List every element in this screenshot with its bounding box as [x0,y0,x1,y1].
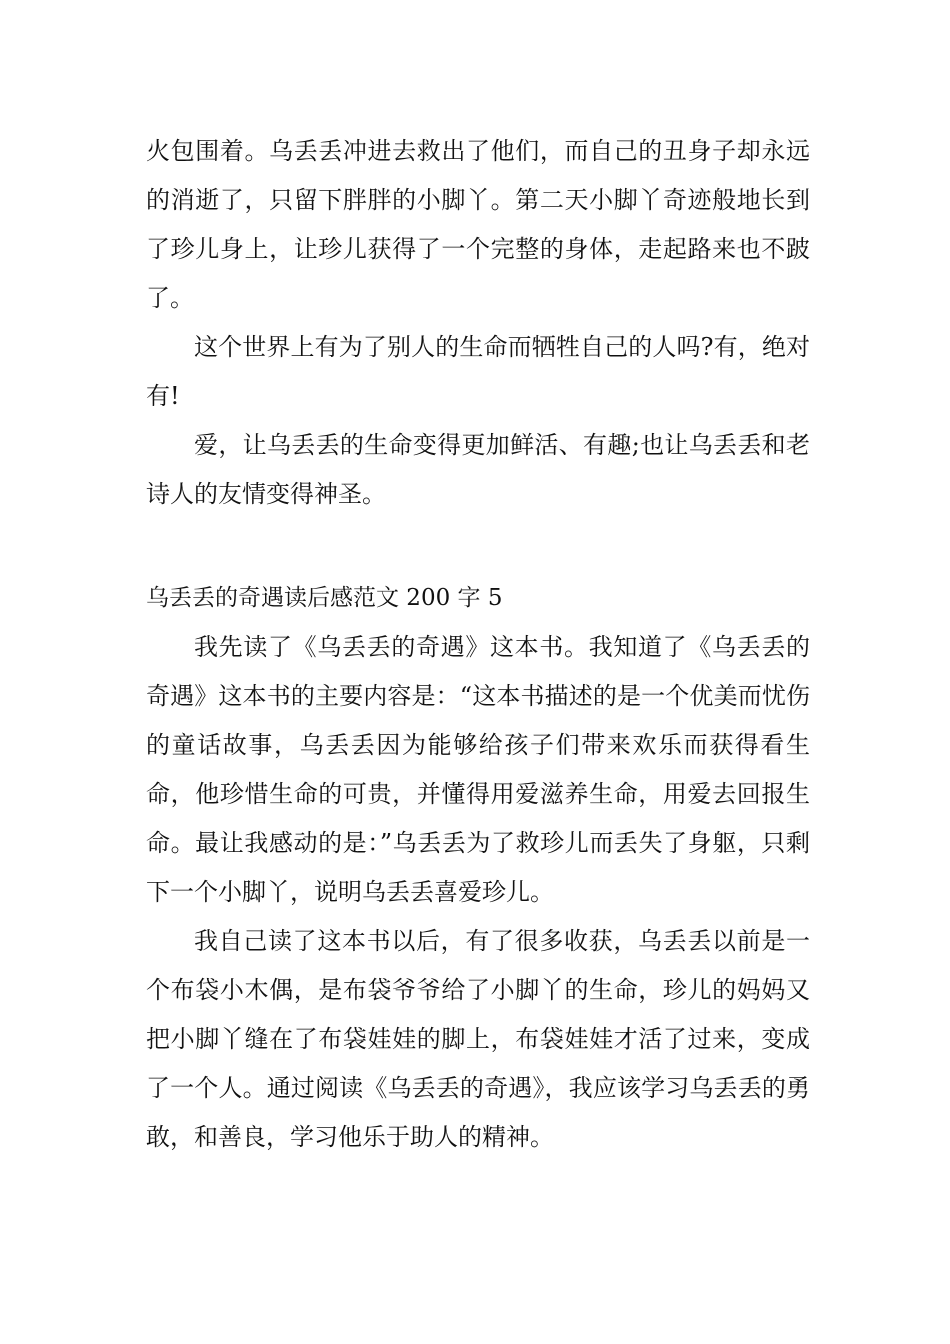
paragraph: 我自己读了这本书以后，有了很多收获，乌丢丢以前是一个布袋小木偶，是布袋爷爷给了小脚丫的生命，珍儿的妈妈又把小脚丫缝在了布袋娃娃的脚上，布袋娃娃才活了过来，变成了一个人。通过阅读《乌丢丢的奇遇》，我应该学习乌丢丢的勇敢，和善良，学习他乐于助人的精神。 [146,927,810,1151]
paragraph: 我先读了《乌丢丢的奇遇》这本书。我知道了《乌丢丢的奇遇》这本书的主要内容是：“这本书描述的是一个优美而忧伤的童话故事，乌丢丢因为能够给孩子们带来欢乐而获得看生命，他珍惜生命的可贵，并懂得用爱滋养生命，用爱去回报生命。最让我感动的是：”乌丢丢为了救珍儿而丢失了身躯，只剩下一个小脚丫，说明乌丢丢喜爱珍儿。 [146,633,810,906]
paragraph: 这个世界上有为了别人的生命而牺牲自己的人吗?有，绝对有! [146,333,810,410]
section-heading: 乌丢丢的奇遇读后感范文 200 字 5 [146,585,503,611]
paragraph-continued: 火包围着。乌丢丢冲进去救出了他们，而自己的丑身子却永远的消逝了，只留下胖胖的小脚丫。第二天小脚丫奇迹般地长到了珍儿身上，让珍儿获得了一个完整的身体，走起路来也不跛了。 [146,137,810,312]
document-body [146,127,810,1162]
paragraph: 爱，让乌丢丢的生命变得更加鲜活、有趣;也让乌丢丢和老诗人的友情变得神圣。 [146,431,810,508]
